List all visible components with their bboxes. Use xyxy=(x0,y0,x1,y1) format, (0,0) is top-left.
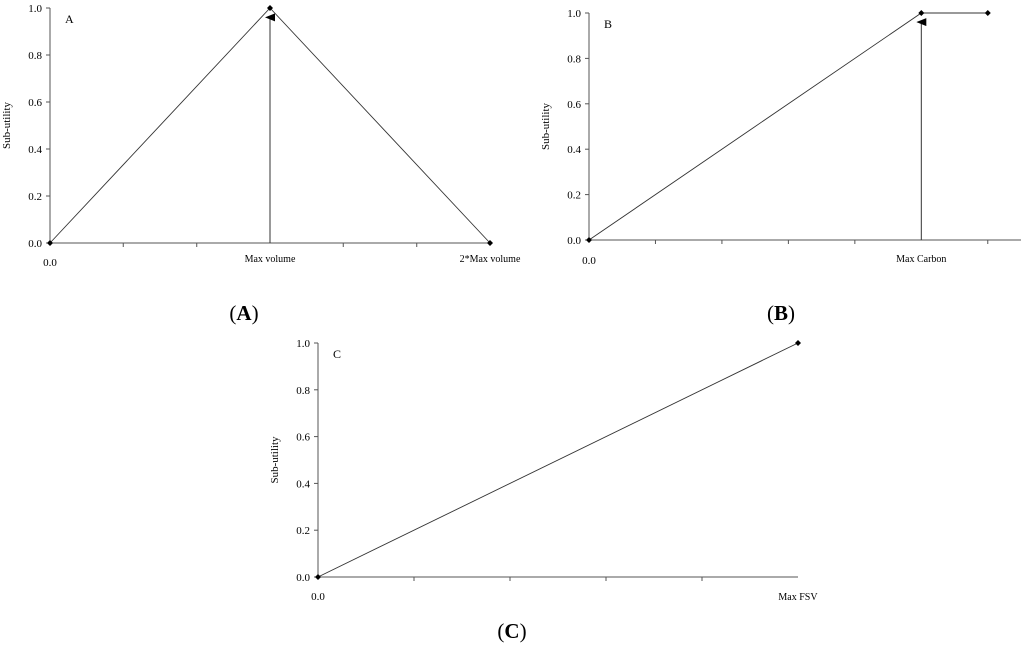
y-tick-label: 0.2 xyxy=(28,191,42,203)
x-tick-label: Max Carbon xyxy=(896,254,947,265)
y-tick-label: 0.0 xyxy=(296,572,310,584)
x-tick-label: 0.0 xyxy=(582,255,596,267)
data-point-marker xyxy=(586,237,592,243)
caption-b-letter: B xyxy=(773,301,789,325)
chart-panel-a xyxy=(1,3,521,269)
y-tick-label: 1.0 xyxy=(296,338,310,350)
x-tick-label: 0.0 xyxy=(43,257,57,269)
data-point-marker xyxy=(795,340,801,346)
panel-letter-a: A xyxy=(65,12,74,26)
y-tick-label: 1.0 xyxy=(28,3,42,15)
series-line xyxy=(318,343,798,577)
y-tick-label: 0.4 xyxy=(28,144,42,156)
caption-c: (C) xyxy=(497,619,527,643)
x-tick-label: 2*Max volume xyxy=(459,254,521,265)
caption-c-letter: C xyxy=(504,619,520,643)
data-point-marker xyxy=(918,10,924,16)
y-tick-label: 0.8 xyxy=(567,53,581,66)
data-point-marker xyxy=(315,574,321,580)
x-tick-label: Max volume xyxy=(244,254,296,265)
y-tick-label: 0.0 xyxy=(567,235,581,247)
caption-a-letter: A xyxy=(236,301,252,325)
caption-b: (B) xyxy=(766,301,796,325)
caption-a: (A) xyxy=(229,301,259,325)
y-tick-label: 1.0 xyxy=(567,8,581,20)
y-tick-label: 0.4 xyxy=(296,478,310,491)
data-point-marker xyxy=(985,10,991,16)
y-tick-label: 0.4 xyxy=(567,144,581,157)
x-tick-label: 0.0 xyxy=(311,591,325,603)
chart-panel-c xyxy=(269,338,818,603)
y-axis-title: Sub-utility xyxy=(269,436,281,484)
y-tick-label: 0.6 xyxy=(296,431,310,444)
series-line xyxy=(589,13,988,240)
y-axis-title: Sub-utility xyxy=(1,101,13,150)
panel-letter-c: C xyxy=(333,347,342,361)
x-tick-label: Max FSV xyxy=(778,592,818,603)
y-tick-label: 0.8 xyxy=(28,50,42,62)
y-tick-label: 0.8 xyxy=(296,384,310,397)
y-tick-label: 0.0 xyxy=(28,238,42,250)
chart-panel-b xyxy=(540,8,1021,267)
y-axis-title: Sub-utility xyxy=(540,102,552,151)
y-tick-label: 0.6 xyxy=(567,98,581,111)
y-tick-label: 0.2 xyxy=(567,189,581,202)
panel-letter-b: B xyxy=(604,17,613,31)
y-tick-label: 0.6 xyxy=(28,97,42,109)
y-tick-label: 0.2 xyxy=(296,525,310,538)
